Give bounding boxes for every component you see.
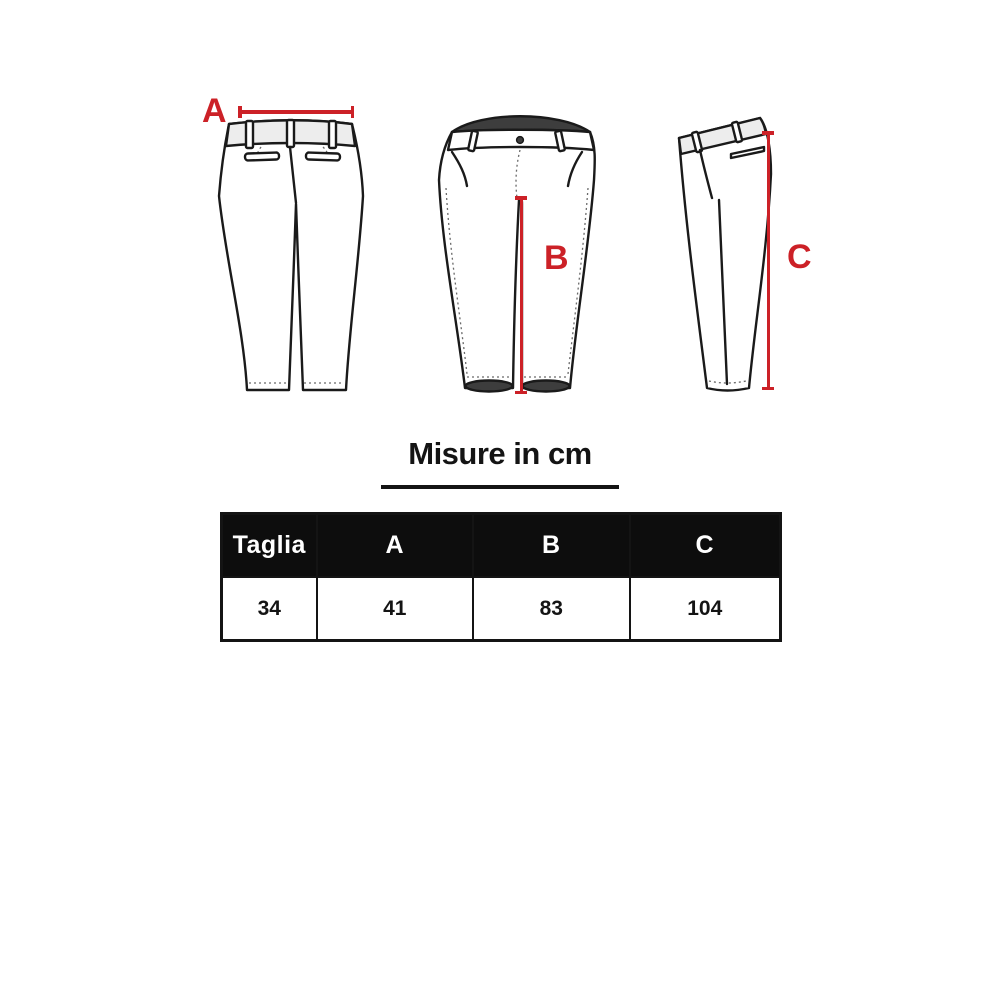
size-table-row xyxy=(222,577,781,641)
measure-line-b xyxy=(515,196,527,394)
title-block xyxy=(300,436,700,489)
measure-label-a: A xyxy=(202,92,227,130)
page-title: Misure in cm xyxy=(408,436,592,471)
measure-line-b-bottom-tick xyxy=(515,391,527,395)
measure-line-a-right-tick xyxy=(351,106,355,118)
cell-taglia-value: 34 xyxy=(222,577,317,641)
cell-a-value: 41 xyxy=(317,577,474,641)
measure-label-c: C xyxy=(787,238,812,276)
measure-line-c-bottom-tick xyxy=(762,387,774,391)
cell-c-value: 104 xyxy=(630,577,781,641)
header-cell-c: C xyxy=(630,514,781,578)
cell-b-value: 83 xyxy=(473,577,630,641)
header-cell-a: A xyxy=(317,514,474,578)
measure-line-c xyxy=(762,131,774,390)
measure-line-b-bar xyxy=(520,196,524,394)
title-underline xyxy=(381,485,619,489)
header-cell-taglia: Taglia xyxy=(222,514,317,578)
header-cell-b: B xyxy=(473,514,630,578)
measure-line-c-bar xyxy=(767,131,771,390)
size-table-body xyxy=(222,577,781,641)
measure-line-a xyxy=(238,106,354,118)
size-table-header-row xyxy=(222,514,781,578)
size-table-header xyxy=(222,514,781,578)
measure-label-b: B xyxy=(544,239,569,277)
size-table xyxy=(220,512,782,642)
measure-line-a-bar xyxy=(238,110,354,114)
pants-side-view-illustration xyxy=(672,108,774,396)
pants-back-view-illustration xyxy=(215,106,370,402)
